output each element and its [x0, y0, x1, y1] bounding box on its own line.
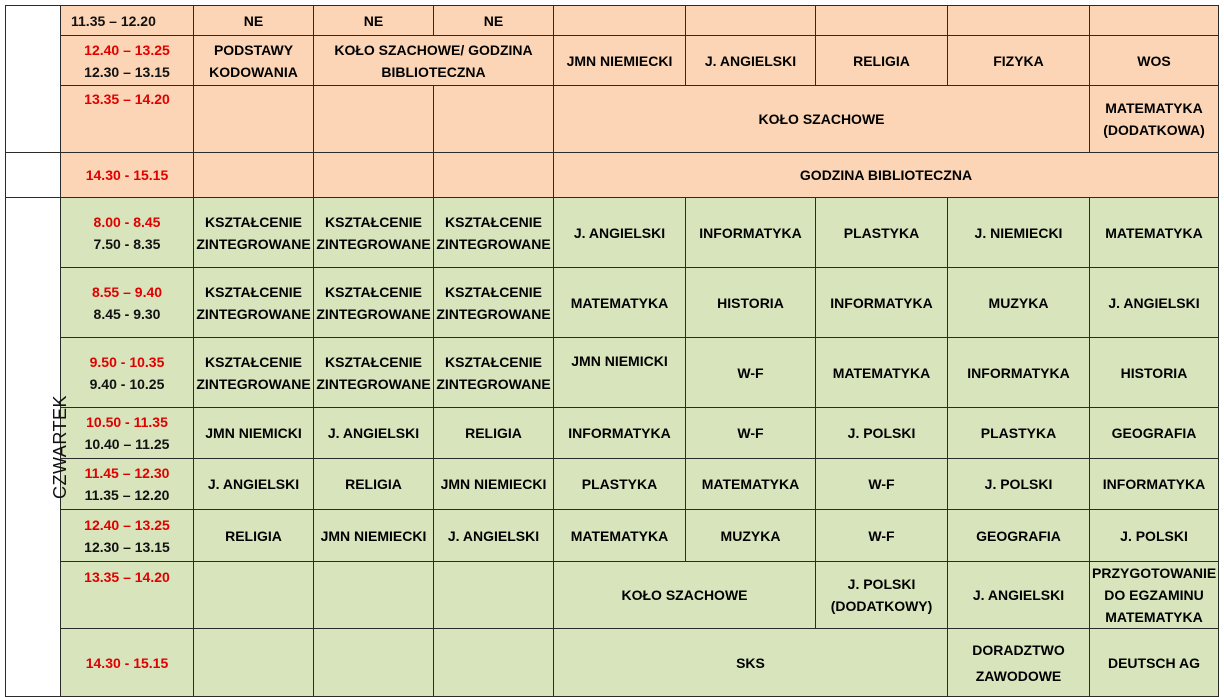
- lesson-cell: [686, 6, 816, 36]
- lesson-cell: MATEMATYKA (DODATKOWA): [1090, 86, 1219, 153]
- table-row: [6, 459, 1219, 510]
- lesson-time-alt: 12.30 – 13.15: [84, 538, 170, 555]
- lesson-time: 14.30 - 15.15: [85, 654, 169, 671]
- lesson-cell: DORADZTWO ZAWODOWE: [948, 629, 1090, 697]
- lesson-cell: KSZTAŁCENIE ZINTEGROWANE: [314, 198, 434, 268]
- lesson-cell: FIZYKA: [948, 36, 1090, 86]
- lesson-cell: PLASTYKA: [554, 459, 686, 510]
- time-cell: [61, 36, 194, 86]
- lesson-cell: NE: [194, 6, 314, 36]
- lesson-cell: GEOGRAFIA: [948, 510, 1090, 562]
- lesson-cell: [554, 6, 686, 36]
- time-cell: [61, 510, 194, 562]
- lesson-cell: [194, 562, 314, 629]
- lesson-cell: KOŁO SZACHOWE: [554, 562, 816, 629]
- lesson-time: 8.55 – 9.40: [91, 283, 163, 300]
- lesson-time: 13.35 – 14.20: [84, 569, 170, 585]
- lesson-cell: KSZTAŁCENIE ZINTEGROWANE: [194, 198, 314, 268]
- lesson-cell: KSZTAŁCENIE ZINTEGROWANE: [194, 338, 314, 408]
- lesson-cell: INFORMATYKA: [948, 338, 1090, 408]
- table-row: [6, 510, 1219, 562]
- table-row: [6, 198, 1219, 268]
- lesson-cell: JMN NIEMICKI: [554, 338, 686, 408]
- lesson-cell: KSZTAŁCENIE ZINTEGROWANE: [434, 198, 554, 268]
- lesson-time: 12.40 – 13.25: [84, 516, 170, 533]
- lesson-cell: DEUTSCH AG: [1090, 629, 1219, 697]
- lesson-cell: WOS: [1090, 36, 1219, 86]
- table-row: [6, 6, 1219, 36]
- time-cell: [61, 86, 194, 153]
- day-cell-top: [6, 6, 61, 153]
- lesson-cell: [434, 629, 554, 697]
- time-cell: [61, 562, 194, 629]
- lesson-cell: JMN NIEMIECKI: [314, 510, 434, 562]
- lesson-cell: [314, 86, 434, 153]
- lesson-cell: J. NIEMIECKI: [948, 198, 1090, 268]
- lesson-cell: [194, 629, 314, 697]
- lesson-cell: MUZYKA: [686, 510, 816, 562]
- lesson-time: 13.35 – 14.20: [84, 91, 170, 107]
- lesson-cell: J. POLSKI: [816, 408, 948, 459]
- time-cell: [61, 459, 194, 510]
- day-label: CZWARTEK: [50, 394, 71, 499]
- timetable: [5, 5, 1219, 697]
- lesson-cell: INFORMATYKA: [686, 198, 816, 268]
- lesson-time-alt: 10.40 – 11.25: [84, 436, 170, 452]
- time-cell: [61, 338, 194, 408]
- lesson-time-alt: 7.50 - 8.35: [93, 235, 161, 252]
- lesson-cell: MATEMATYKA: [554, 268, 686, 338]
- table-row: [6, 153, 1219, 198]
- lesson-cell: [948, 6, 1090, 36]
- lesson-cell: [434, 86, 554, 153]
- time-cell: [61, 198, 194, 268]
- lesson-cell: W-F: [816, 459, 948, 510]
- lesson-cell: [194, 153, 314, 198]
- lesson-cell: RELIGIA: [816, 36, 948, 86]
- lesson-cell: [434, 153, 554, 198]
- lesson-cell: INFORMATYKA: [816, 268, 948, 338]
- lesson-cell: J. ANGIELSKI: [554, 198, 686, 268]
- time-cell: [61, 629, 194, 697]
- lesson-cell: RELIGIA: [434, 408, 554, 459]
- lesson-time: 9.50 - 10.35: [89, 353, 165, 370]
- lesson-cell: PODSTAWY KODOWANIA: [194, 36, 314, 86]
- time-cell: [61, 153, 194, 198]
- lesson-cell: MATEMATYKA: [686, 459, 816, 510]
- lesson-cell: KSZTAŁCENIE ZINTEGROWANE: [434, 338, 554, 408]
- table-row: [6, 338, 1219, 408]
- table-row: [6, 629, 1219, 697]
- lesson-cell: RELIGIA: [194, 510, 314, 562]
- lesson-cell: GODZINA BIBLIOTECZNA: [554, 153, 1219, 198]
- lesson-cell: SKS: [554, 629, 948, 697]
- lesson-cell: PRZYGOTOWANIE DO EGZAMINU MATEMATYKA: [1090, 562, 1219, 629]
- lesson-cell: INFORMATYKA: [1090, 459, 1219, 510]
- lesson-cell: [194, 86, 314, 153]
- lesson-cell: KSZTAŁCENIE ZINTEGROWANE: [314, 268, 434, 338]
- lesson-time-alt: 9.40 - 10.25: [89, 375, 165, 392]
- lesson-cell: KSZTAŁCENIE ZINTEGROWANE: [314, 338, 434, 408]
- lesson-time: 11.45 – 12.30: [84, 465, 170, 481]
- lesson-time: 8.00 - 8.45: [93, 213, 161, 230]
- table-row: [6, 268, 1219, 338]
- lesson-cell: J. ANGIELSKI: [686, 36, 816, 86]
- lesson-cell: W-F: [816, 510, 948, 562]
- lesson-cell: [314, 153, 434, 198]
- lesson-cell: JMN NIEMIECKI: [434, 459, 554, 510]
- lesson-cell: KOŁO SZACHOWE/ GODZINA BIBLIOTECZNA: [314, 36, 554, 86]
- lesson-cell: J. ANGIELSKI: [194, 459, 314, 510]
- lesson-cell: PLASTYKA: [816, 198, 948, 268]
- lesson-time-alt: 8.45 - 9.30: [93, 305, 161, 322]
- lesson-time: 10.50 - 11.35: [86, 414, 168, 430]
- lesson-cell: J. ANGIELSKI: [314, 408, 434, 459]
- lesson-cell: MATEMATYKA: [1090, 198, 1219, 268]
- lesson-cell: HISTORIA: [1090, 338, 1219, 408]
- lesson-cell: NE: [434, 6, 554, 36]
- lesson-cell: HISTORIA: [686, 268, 816, 338]
- lesson-cell: MUZYKA: [948, 268, 1090, 338]
- lesson-cell: KSZTAŁCENIE ZINTEGROWANE: [194, 268, 314, 338]
- lesson-cell: J. POLSKI: [948, 459, 1090, 510]
- lesson-time: 11.35 – 12.20: [71, 12, 156, 29]
- lesson-cell: J. ANGIELSKI: [948, 562, 1090, 629]
- lesson-cell: J. POLSKI (DODATKOWY): [816, 562, 948, 629]
- lesson-cell: [434, 562, 554, 629]
- lesson-cell: GEOGRAFIA: [1090, 408, 1219, 459]
- lesson-cell: JMN NIEMIECKI: [554, 36, 686, 86]
- lesson-time-alt: 11.35 – 12.20: [84, 487, 170, 503]
- table-row: [6, 408, 1219, 459]
- lesson-cell: KOŁO SZACHOWE: [554, 86, 1090, 153]
- lesson-cell: W-F: [686, 338, 816, 408]
- lesson-cell: [314, 562, 434, 629]
- lesson-cell: W-F: [686, 408, 816, 459]
- lesson-cell: [816, 6, 948, 36]
- lesson-time-alt: 12.30 – 13.15: [84, 63, 170, 80]
- lesson-cell: J. ANGIELSKI: [1090, 268, 1219, 338]
- lesson-cell: NE: [314, 6, 434, 36]
- lesson-cell: J. ANGIELSKI: [434, 510, 554, 562]
- time-cell: [61, 408, 194, 459]
- day-cell: [6, 198, 71, 697]
- lesson-time: 14.30 - 15.15: [85, 167, 169, 183]
- lesson-cell: J. POLSKI: [1090, 510, 1219, 562]
- table-row: [6, 36, 1219, 86]
- lesson-cell: MATEMATYKA: [554, 510, 686, 562]
- table-row: [6, 86, 1219, 153]
- lesson-cell: [314, 629, 434, 697]
- lesson-cell: MATEMATYKA: [816, 338, 948, 408]
- lesson-cell: RELIGIA: [314, 459, 434, 510]
- time-cell: [61, 268, 194, 338]
- lesson-time: 12.40 – 13.25: [84, 41, 170, 58]
- lesson-cell: INFORMATYKA: [554, 408, 686, 459]
- table-row: [6, 562, 1219, 629]
- lesson-cell: [1090, 6, 1219, 36]
- day-cell-empty: [6, 153, 61, 198]
- lesson-cell: JMN NIEMICKI: [194, 408, 314, 459]
- lesson-cell: KSZTAŁCENIE ZINTEGROWANE: [434, 268, 554, 338]
- time-cell: [61, 6, 194, 36]
- lesson-cell: PLASTYKA: [948, 408, 1090, 459]
